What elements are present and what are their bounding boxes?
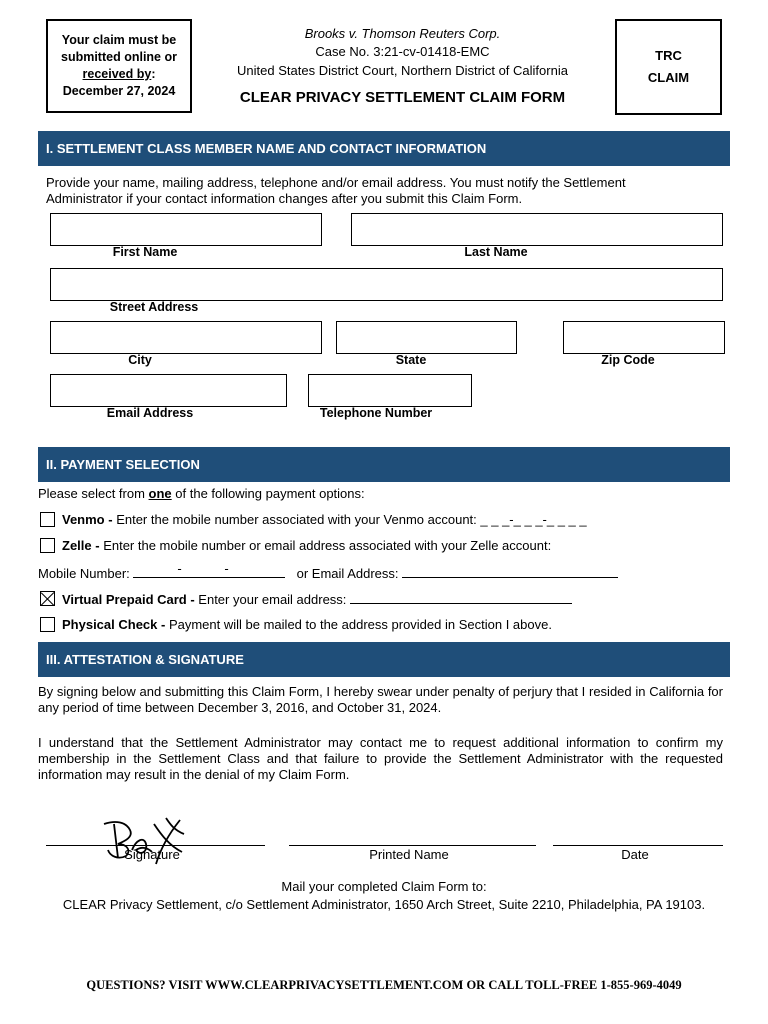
court-name: United States District Court, Northern District of California xyxy=(237,63,568,78)
city-label: City xyxy=(128,353,152,367)
physical-check-checkbox[interactable] xyxy=(40,617,55,632)
venmo-text: Enter the mobile number associated with your Venmo account: xyxy=(116,512,481,527)
zip-code-field[interactable] xyxy=(563,321,725,354)
street-address-label: Street Address xyxy=(109,300,199,314)
city-field[interactable] xyxy=(50,321,322,354)
physical-check-text: Payment will be mailed to the address provided in Section I above. xyxy=(168,617,552,632)
zip-code-label: Zip Code xyxy=(601,353,655,367)
mailing-address: CLEAR Privacy Settlement, c/o Settlement Administrator, 1650 Arch Street, Suite 2210, Philadelphia, PA 19103. xyxy=(62,897,706,912)
physical-check-option xyxy=(62,617,552,633)
telephone-number-label: Telephone Number xyxy=(319,406,433,420)
email-address-field[interactable] xyxy=(50,374,287,407)
zelle-contact-row xyxy=(38,561,618,582)
received-by-colon: : xyxy=(151,67,156,81)
section-2-header: II. PAYMENT SELECTION xyxy=(38,447,730,482)
state-label: State xyxy=(395,353,427,367)
or-email-label: or Email Address: xyxy=(296,566,399,581)
venmo-label: Venmo - xyxy=(62,512,117,527)
venmo-option xyxy=(62,512,587,528)
date-label: Date xyxy=(621,847,649,862)
trc-claim-box xyxy=(615,19,722,115)
printed-name-label: Printed Name xyxy=(369,847,449,862)
venmo-checkbox[interactable] xyxy=(40,512,55,527)
signature-label: Signature xyxy=(124,847,180,862)
state-field[interactable] xyxy=(336,321,517,354)
virtual-prepaid-card-text: Enter your email address: xyxy=(198,592,347,607)
prepaid-email-blank[interactable] xyxy=(350,591,572,604)
attestation-paragraph: By signing below and submitting this Claim Form, I hereby swear under penalty of perjury that I resided in California for any period of time between December 3, 2016, and October 31, 2024. xyxy=(38,684,723,715)
deadline-notice xyxy=(46,19,192,113)
payment-intro-post: of the following payment options: xyxy=(171,486,365,501)
first-name-field[interactable] xyxy=(50,213,322,246)
case-number: Case No. 3:21-cv-01418-EMC xyxy=(315,44,490,59)
mobile-number-label: Mobile Number: xyxy=(38,566,130,581)
first-name-label: First Name xyxy=(112,245,178,259)
deadline-line1: Your claim must be xyxy=(61,33,177,47)
zelle-option xyxy=(62,538,551,554)
printed-name-line[interactable] xyxy=(289,845,536,846)
zelle-checkbox[interactable] xyxy=(40,538,55,553)
street-address-field[interactable] xyxy=(50,268,723,301)
case-title: Brooks v. Thomson Reuters Corp. xyxy=(304,26,501,41)
virtual-prepaid-card-checkbox[interactable] xyxy=(40,591,55,606)
payment-intro-pre: Please select from xyxy=(38,486,149,501)
payment-intro xyxy=(38,486,365,502)
physical-check-label: Physical Check - xyxy=(62,617,169,632)
deadline-line3 xyxy=(48,66,190,83)
trc-label: TRC xyxy=(655,48,682,63)
virtual-prepaid-card-label: Virtual Prepaid Card - xyxy=(62,592,199,607)
understanding-paragraph: I understand that the Settlement Administrator may contact me to request additional information to confirm my membership in the Settlement Class and that failure to provide the Settlement Administrator with the requested information may result in the denial of my Claim Form. xyxy=(38,735,723,782)
form-title: CLEAR PRIVACY SETTLEMENT CLAIM FORM xyxy=(239,89,566,106)
telephone-number-field[interactable] xyxy=(308,374,472,407)
venmo-number-blank[interactable]: _ _ _-_ _ _-_ _ _ _ xyxy=(480,512,587,527)
deadline-line2: submitted online or xyxy=(61,50,177,64)
section-3-header: III. ATTESTATION & SIGNATURE xyxy=(38,642,730,677)
mobile-number-blank[interactable]: - - xyxy=(133,565,285,578)
claim-label: CLAIM xyxy=(647,70,690,85)
section-1-instructions: Provide your name, mailing address, telephone and/or email address. You must notify the Settlement Administrator if your contact information changes after you submit this Claim Form. xyxy=(46,175,626,206)
section-1-header: I. SETTLEMENT CLASS MEMBER NAME AND CONTACT INFORMATION xyxy=(38,131,730,166)
questions-footer: QUESTIONS? VISIT WWW.CLEARPRIVACYSETTLEMENT.COM OR CALL TOLL-FREE 1-855-969-4049 xyxy=(86,978,682,992)
date-line[interactable] xyxy=(553,845,723,846)
email-address-label: Email Address xyxy=(106,406,194,420)
zelle-text: Enter the mobile number or email address associated with your Zelle account: xyxy=(103,538,552,553)
received-by-text: received by xyxy=(82,67,152,81)
zelle-email-blank[interactable] xyxy=(402,565,618,578)
virtual-prepaid-card-option xyxy=(62,591,572,608)
mail-instructions: Mail your completed Claim Form to: xyxy=(281,879,487,894)
payment-intro-one: one xyxy=(148,486,172,501)
last-name-label: Last Name xyxy=(464,245,528,259)
zelle-label: Zelle - xyxy=(62,538,104,553)
deadline-date: December 27, 2024 xyxy=(62,84,176,98)
signature-line[interactable] xyxy=(46,845,265,846)
last-name-field[interactable] xyxy=(351,213,723,246)
